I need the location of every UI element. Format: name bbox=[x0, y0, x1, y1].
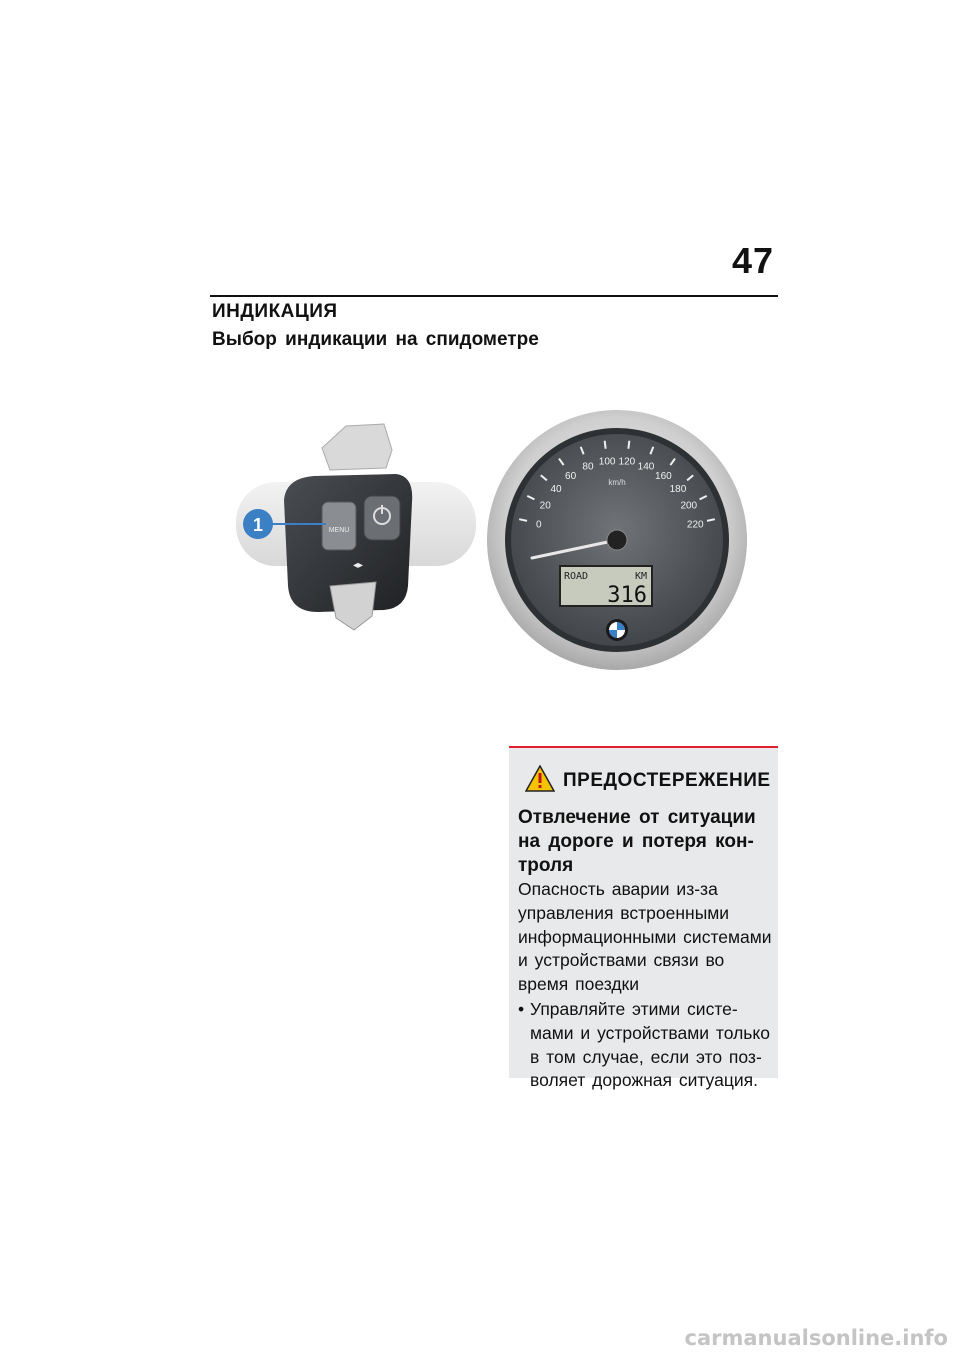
speed-tick bbox=[605, 441, 606, 449]
watermark: carmanualsonline.info bbox=[684, 1326, 948, 1350]
speed-label: 60 bbox=[565, 470, 577, 482]
warning-header bbox=[509, 765, 778, 799]
callout-label: 1 bbox=[252, 515, 264, 535]
warning-body-line: Опасность аварии из-за bbox=[518, 879, 718, 899]
warning-body-line: время поездки bbox=[518, 974, 639, 995]
instrument-figure bbox=[226, 390, 778, 700]
warning-body-line: и устройствами связи во bbox=[518, 950, 725, 971]
speed-label: 140 bbox=[637, 461, 655, 473]
warning-body-line: управления встроенными bbox=[518, 902, 730, 923]
speed-label: 180 bbox=[669, 484, 687, 496]
warning-body-line: информационными системами bbox=[518, 926, 772, 947]
speedometer bbox=[487, 410, 747, 670]
warning-bullet-line: воляет дорожная ситуация. bbox=[530, 1070, 758, 1091]
bmw-logo bbox=[606, 619, 628, 641]
warning-heading-line: на дороге и потеря кон- bbox=[518, 831, 754, 852]
warning-body bbox=[518, 878, 776, 997]
speed-label: 120 bbox=[618, 456, 636, 468]
warning-heading-line: троля bbox=[518, 855, 574, 876]
speed-label: 0 bbox=[535, 519, 542, 531]
lcd-display bbox=[560, 566, 652, 608]
lcd-unit: KM bbox=[634, 571, 647, 582]
warning-heading bbox=[518, 806, 773, 878]
speed-label: 40 bbox=[550, 484, 562, 496]
speed-label: 160 bbox=[655, 470, 672, 482]
svg-text:◂▸: ◂▸ bbox=[352, 560, 364, 571]
section-title: ИНДИКАЦИЯ bbox=[212, 301, 338, 322]
svg-text:MENU: MENU bbox=[328, 527, 350, 534]
warning-bullet-line: мами и устройствами только bbox=[530, 1022, 770, 1043]
speed-tick bbox=[628, 441, 629, 449]
warning-title: ПРЕДОСТЕРЕЖЕНИЕ bbox=[563, 770, 771, 791]
warning-triangle-icon bbox=[525, 765, 555, 792]
speed-label: 100 bbox=[598, 456, 616, 468]
speed-unit: km/h bbox=[608, 478, 626, 487]
warning-bullet-line: в том случае, если это поз- bbox=[530, 1046, 762, 1067]
warning-box bbox=[509, 746, 778, 1091]
section-rule bbox=[210, 295, 778, 297]
speed-label: 220 bbox=[686, 519, 704, 531]
speed-label: 20 bbox=[539, 500, 551, 512]
warning-heading-line: Отвлечение от ситуации bbox=[518, 807, 756, 828]
subsection-title: Выбор индикации на спидометре bbox=[212, 329, 539, 350]
lcd-value: 316 bbox=[607, 583, 647, 608]
speed-label: 200 bbox=[680, 500, 698, 512]
bullet-icon: • bbox=[518, 999, 525, 1019]
speed-label: 80 bbox=[582, 461, 594, 473]
warning-bullet-line: Управляйте этими систе- bbox=[530, 999, 738, 1019]
page-number: 47 bbox=[731, 240, 774, 281]
lcd-mode: ROAD bbox=[564, 571, 589, 582]
